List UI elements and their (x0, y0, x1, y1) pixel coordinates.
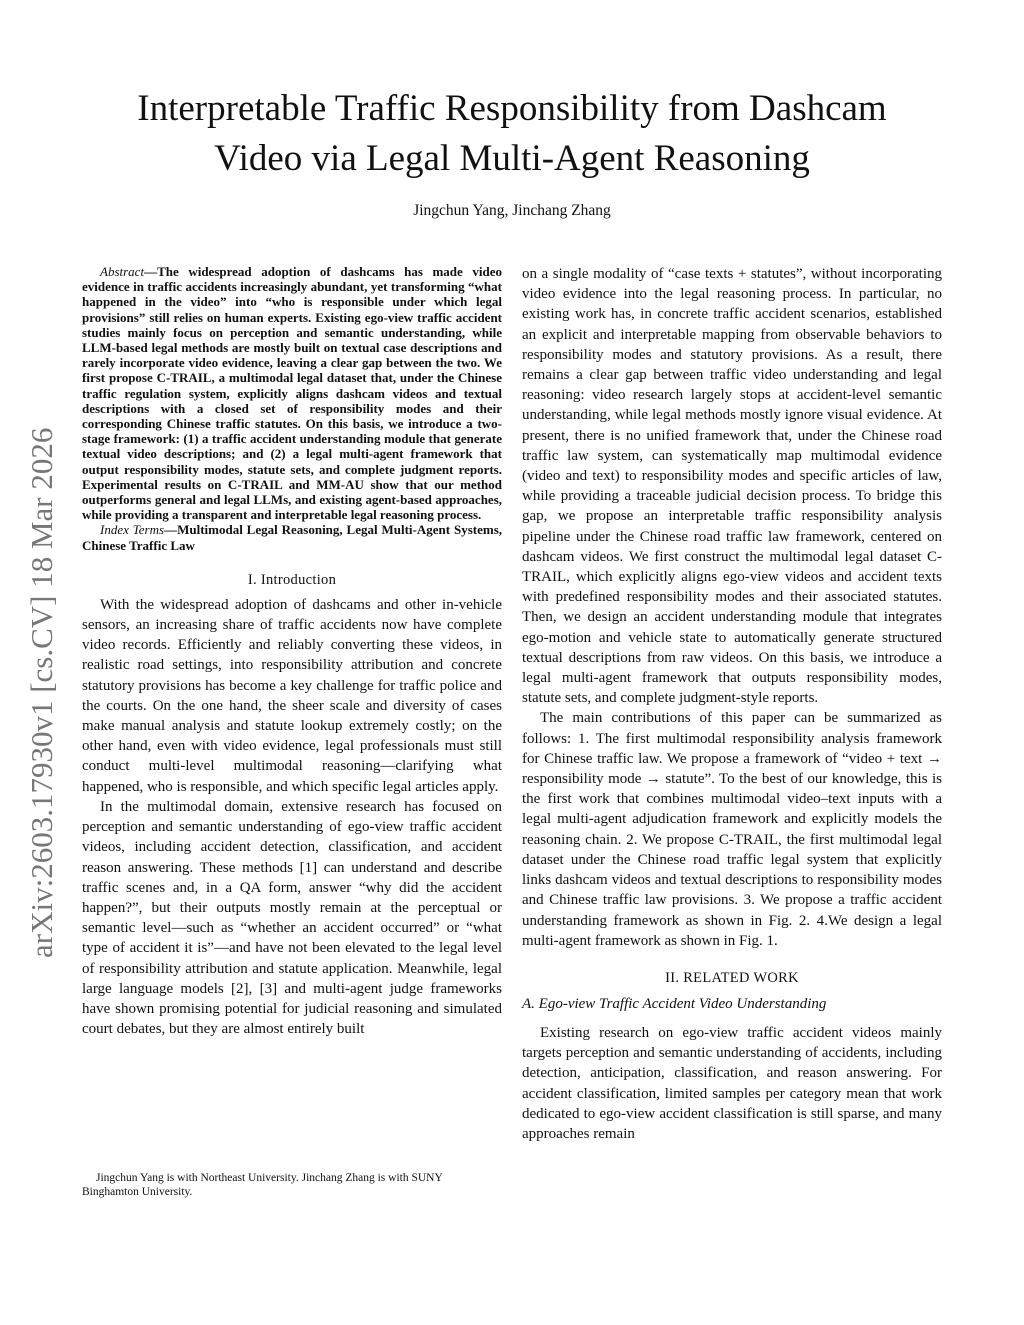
contributions-paragraph: The main contributions of this paper can be summarized as follows: 1. The first multimodal responsibility analysis framework for Chinese traffic law. We propose a framework of “video + text → responsibility mode → statute”. To the best of our knowledge, this is the first work that combines multimodal video–text inputs with a legal multi-agent adjudication framework and explicitly models the reasoning chain. 2. We propose C-TRAIL, the first multimodal legal dataset under the Chinese road traffic legal system that explicitly links dashcam videos and textual descriptions to responsibility modes and Chinese traffic law provisions. 3. We propose a traffic accident understanding framework as shown in Fig. 2. 4.We design a legal multi-agent framework as shown in Fig. 1. (522, 710, 942, 949)
subsection-heading-ego-view: A. Ego-view Traffic Accident Video Understanding (522, 995, 827, 1012)
section-heading-related-work: II. RELATED WORK (665, 969, 799, 986)
index-terms-label: Index Terms (100, 522, 165, 538)
abstract-text: —The widespread adoption of dashcams has made video evidence in traffic accidents increasingly abundant, yet transforming “what happened in the video” into “who is responsible under which legal provisions” still relies on human experts. Existing ego-view traffic accident studies mainly focus on perception and semantic understanding, while LLM-based legal methods are mostly built on textual case descriptions and rarely incorporate video evidence, leaving a clear gap between the two. We first propose C-TRAIL, a multimodal legal dataset that, under the Chinese traffic regulation system, explicitly aligns dashcam videos and textual descriptions with a closed set of responsibility modes and their corresponding Chinese traffic statutes. On this basis, we introduce a two-stage framework: (1) a traffic accident understanding module that generate textual video descriptions; and (2) a legal multi-agent framework that output responsibility modes, statute sets, and complete judgment reports. Experimental results on C-TRAIL and MM-AU show that our method outperforms general and legal LLMs, and existing agent-based approaches, while providing a transparent and interpretable legal reasoning process. (82, 264, 502, 523)
abstract-label: Abstract (100, 264, 145, 279)
title-line-1: Interpretable Traffic Responsibility from Dashcam (137, 88, 887, 129)
footnote (82, 1171, 502, 1199)
index-terms-text: —Multimodal Legal Reasoning, Legal Multi-Agent Systems, Chinese Traffic Law (82, 522, 502, 553)
intro-paragraph-1: With the widespread adoption of dashcams and other in-vehicle sensors, an increasing share of traffic accidents now have complete video records. Efficiently and reliably converting these videos, in realistic road settings, into responsibility attribution and concrete statutory provisions has become a key challenge for traffic police and the courts. On the one hand, the sheer scale and diversity of cases make manual analysis and statute lookup extremely costly; on the other hand, even with video evidence, legal professionals must still conduct multi-level multimodal reasoning—clarifying what happened, who is responsible, and which specific legal articles apply. (82, 596, 502, 795)
left-column (82, 264, 502, 1039)
section-heading-introduction: I. Introduction (247, 571, 337, 588)
index-terms (82, 522, 502, 552)
right-column (522, 264, 942, 1144)
intro-paragraph-3: on a single modality of “case texts + statutes”, without incorporating video evidence into the legal reasoning process. In particular, no existing work has, in concrete traffic accident scenarios, established an explicit and interpretable mapping from observable behaviors to responsibility modes and statutory provisions. As a result, there remains a clear gap between traffic video understanding and legal reasoning: video research largely stops at accident-level semantic understanding, while legal methods mostly ignore visual evidence. At present, there is no unified framework that, under the Chinese road traffic law system, can systematically map multimodal evidence (video and text) to responsibility modes and specific articles of law, while providing a traceable judicial decision process. To bridge this gap, we propose an interpretable traffic responsibility analysis pipeline under the Chinese road traffic law framework, centered on dashcam videos. We first construct the multimodal legal dataset C-TRAIL, which explicitly aligns ego-view videos and accident texts with predefined responsibility modes and their associated statutes. Then, we design an accident understanding module that integrates ego-motion and vehicle state to automatically generate structured textual descriptions from raw videos. On this basis, we introduce a legal multi-agent framework that outputs responsibility modes, statute sets, and complete judgment-style reports. (522, 266, 942, 707)
title-line-2: Video via Legal Multi-Agent Reasoning (214, 138, 810, 179)
related-paragraph-1: Existing research on ego-view traffic accident videos mainly targets perception and semantic understanding of accidents, including detection, anticipation, classification, and reason answering. For accident classification, limited samples per category mean that work dedicated to ego-view accident classification is still sparse, and many approaches remain (522, 1024, 942, 1142)
footnote-text: Jingchun Yang is with Northeast University. Jinchang Zhang is with SUNY Binghamton University. (82, 1172, 443, 1198)
author-list: Jingchun Yang, Jinchang Zhang (413, 202, 611, 219)
abstract (82, 264, 502, 522)
intro-paragraph-2: In the multimodal domain, extensive research has focused on perception and semantic understanding of ego-view traffic accident videos, including accident detection, classification, and accident reason answering. These methods [1] can understand and describe traffic scenes and, in a QA form, answer “why did the accident happen?”, but their outputs mostly remain at the perceptual or semantic level—such as “whether an accident occurred” or “what type of accident it is”—and have not been elevated to the legal level of responsibility attribution and statute application. Meanwhile, legal large language models [2], [3] and multi-agent judge frameworks have shown promising potential for judicial reasoning and simulated court debates, but they are almost entirely built (82, 798, 502, 1038)
paper-title (60, 84, 964, 184)
arxiv-identifier: arXiv:2603.17930v1 [cs.CV] 18 Mar 2026 (24, 427, 59, 958)
